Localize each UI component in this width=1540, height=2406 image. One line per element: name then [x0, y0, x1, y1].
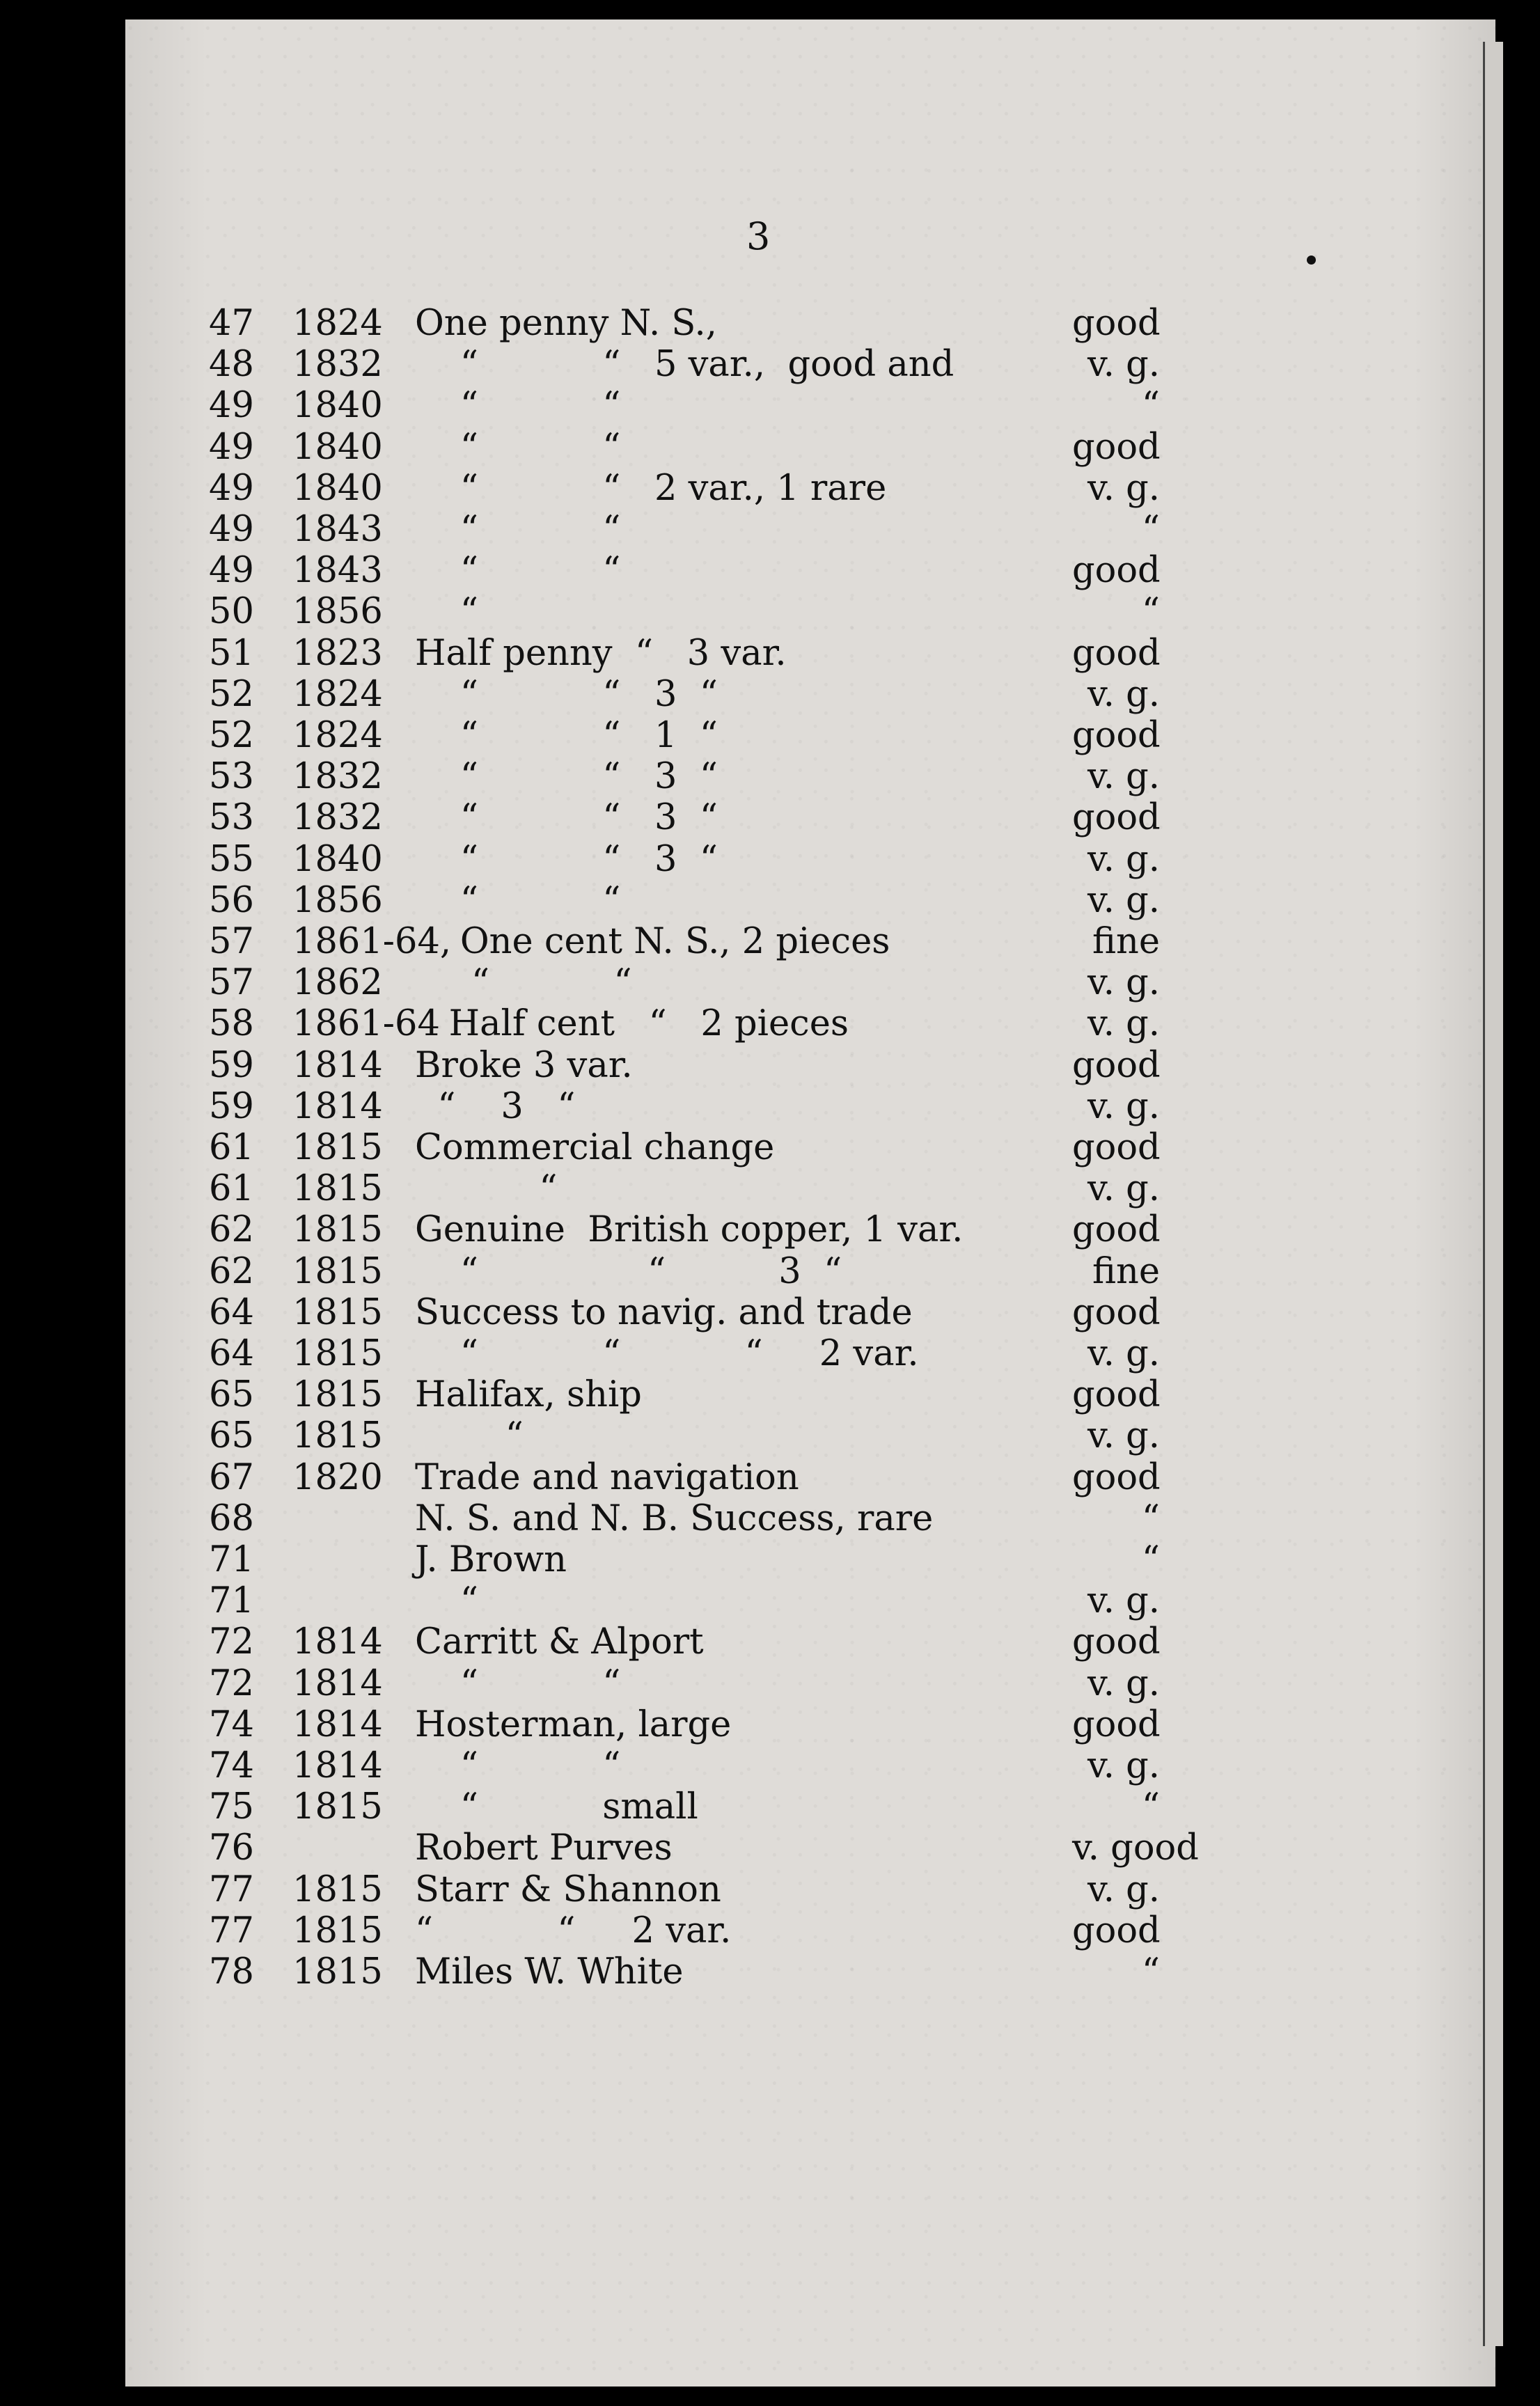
coin-year: 1815	[292, 1127, 383, 1168]
coin-condition: good	[1072, 1910, 1161, 1951]
coin-year: 1861-64,	[292, 921, 452, 962]
coin-description: “	[415, 591, 478, 633]
lot-number: 57	[209, 962, 254, 1004]
lot-number: 51	[209, 632, 254, 674]
list-item	[0, 1952, 1540, 1992]
lot-number: 61	[209, 1168, 254, 1210]
coin-description: One penny N. S.,	[415, 303, 717, 344]
list-item	[0, 1622, 1540, 1662]
list-item	[0, 1128, 1540, 1168]
list-item	[0, 1664, 1540, 1704]
coin-description: Half penny “ 3 var.	[415, 632, 787, 674]
lot-number: 49	[209, 509, 254, 550]
lot-number: 72	[209, 1621, 254, 1663]
coin-description: Broke 3 var.	[415, 1044, 633, 1086]
coin-description: “ “ “ 2 var.	[415, 1333, 919, 1374]
coin-condition: v. g.	[1087, 1869, 1160, 1910]
coin-description: “ “	[415, 550, 621, 592]
list-item	[0, 1046, 1540, 1086]
list-item	[0, 427, 1540, 468]
coin-year: 1832	[292, 797, 383, 839]
list-item	[0, 304, 1540, 344]
coin-description: Halifax, ship	[415, 1374, 642, 1416]
coin-description: “ “	[415, 879, 621, 921]
coin-condition: good	[1072, 1291, 1161, 1333]
coin-description: Robert Purves	[415, 1827, 673, 1869]
lot-number: 59	[209, 1085, 254, 1127]
coin-year: 1820	[292, 1456, 383, 1498]
coin-description: “ “ 3 “	[415, 1250, 842, 1292]
lot-number: 52	[209, 673, 254, 715]
coin-description: “ “ 5 var., good and	[415, 344, 954, 386]
list-item	[0, 1746, 1540, 1786]
coin-condition: v. g.	[1087, 344, 1160, 386]
list-item	[0, 1334, 1540, 1374]
list-item	[0, 1870, 1540, 1910]
lot-number: 49	[209, 467, 254, 509]
list-item	[0, 1828, 1540, 1869]
list-item	[0, 1458, 1540, 1498]
coin-description: Miles W. White	[415, 1951, 684, 1992]
coin-description: “ small	[415, 1786, 698, 1828]
list-item	[0, 1416, 1540, 1456]
lot-number: 53	[209, 797, 254, 839]
list-item	[0, 1293, 1540, 1333]
coin-condition: v. g.	[1087, 1662, 1160, 1704]
lot-number: 61	[209, 1127, 254, 1168]
lot-number: 48	[209, 344, 254, 386]
coin-year: 1814	[292, 1745, 383, 1786]
list-item	[0, 1169, 1540, 1209]
coin-description: Commercial change	[415, 1127, 775, 1168]
coin-condition: v. g.	[1087, 1415, 1160, 1457]
lot-number: 77	[209, 1910, 254, 1951]
coin-condition: “	[1141, 1951, 1160, 1992]
lot-number: 52	[209, 715, 254, 756]
coin-condition: good	[1072, 550, 1161, 592]
coin-description: “ “ 2 var.	[415, 1910, 732, 1951]
lot-number: 71	[209, 1580, 254, 1622]
coin-year: 1840	[292, 467, 383, 509]
coin-condition: “	[1141, 509, 1160, 550]
list-item	[0, 757, 1540, 797]
coin-condition: good	[1072, 1127, 1161, 1168]
coin-description: Starr & Shannon	[415, 1869, 721, 1910]
lot-number: 55	[209, 838, 254, 880]
coin-year: 1856	[292, 591, 383, 633]
list-item	[0, 922, 1540, 962]
coin-year: 1832	[292, 344, 383, 386]
coin-description: Hosterman, large	[415, 1704, 732, 1745]
coin-year: 1843	[292, 509, 383, 550]
lot-number: 67	[209, 1456, 254, 1498]
coin-description: One cent N. S., 2 pieces	[415, 921, 890, 962]
page-number: 3	[746, 214, 771, 258]
coin-year: 1824	[292, 673, 383, 715]
coin-condition: good	[1072, 1704, 1161, 1745]
coin-description: “ “	[415, 426, 621, 468]
coin-description: “ “ 2 var., 1 rare	[415, 467, 887, 509]
coin-year: 1815	[292, 1910, 383, 1951]
list-item	[0, 1540, 1540, 1580]
coin-condition: v. g.	[1087, 673, 1160, 715]
lot-number: 71	[209, 1539, 254, 1580]
list-item	[0, 592, 1540, 632]
coin-description: Half cent “ 2 pieces	[415, 1003, 849, 1045]
coin-description: “ “	[415, 509, 621, 550]
coin-year: 1814	[292, 1085, 383, 1127]
coin-description: “	[415, 1415, 524, 1457]
coin-condition: v. g.	[1087, 467, 1160, 509]
coin-year: 1815	[292, 1168, 383, 1210]
list-item	[0, 386, 1540, 426]
list-item	[0, 1705, 1540, 1745]
coin-year: 1824	[292, 715, 383, 756]
coin-year: 1815	[292, 1250, 383, 1292]
list-item	[0, 798, 1540, 838]
list-item	[0, 510, 1540, 550]
lot-number: 57	[209, 921, 254, 962]
lot-number: 47	[209, 303, 254, 344]
coin-condition: v. g.	[1087, 1085, 1160, 1127]
list-item	[0, 1210, 1540, 1250]
coin-year: 1862	[292, 962, 383, 1004]
lot-number: 64	[209, 1333, 254, 1374]
lot-number: 64	[209, 1291, 254, 1333]
coin-year: 1861-64	[292, 1003, 440, 1045]
lot-number: 53	[209, 756, 254, 798]
list-item	[0, 1375, 1540, 1415]
coin-description: “	[415, 1580, 478, 1622]
coin-condition: v. g.	[1087, 838, 1160, 880]
coin-condition: “	[1141, 385, 1160, 427]
coin-year: 1815	[292, 1333, 383, 1374]
coin-description: “ “ 3 “	[415, 673, 718, 715]
coin-description: N. S. and N. B. Success, rare	[415, 1497, 934, 1539]
lot-number: 74	[209, 1704, 254, 1745]
lot-number: 62	[209, 1209, 254, 1251]
list-item	[0, 345, 1540, 385]
lot-number: 68	[209, 1497, 254, 1539]
lot-number: 76	[209, 1827, 254, 1869]
coin-condition: good	[1072, 797, 1161, 839]
coin-condition: v. g.	[1087, 879, 1160, 921]
lot-number: 77	[209, 1869, 254, 1910]
list-item	[0, 840, 1540, 880]
coin-description: Success to navig. and trade	[415, 1291, 913, 1333]
lot-number: 72	[209, 1662, 254, 1704]
coin-condition: v. g.	[1087, 1333, 1160, 1374]
coin-description: Trade and navigation	[415, 1456, 799, 1498]
coin-description: “ “	[415, 962, 632, 1004]
coin-year: 1856	[292, 879, 383, 921]
coin-description: “ 3 “	[415, 1085, 576, 1127]
coin-year: 1832	[292, 756, 383, 798]
coin-year: 1815	[292, 1374, 383, 1416]
coin-year: 1815	[292, 1951, 383, 1992]
coin-year: 1840	[292, 838, 383, 880]
coin-description: J. Brown	[415, 1539, 567, 1580]
coin-description: Carritt & Alport	[415, 1621, 704, 1663]
coin-description: “ “ 3 “	[415, 756, 718, 798]
coin-condition: “	[1141, 1539, 1160, 1580]
coin-condition: v. g.	[1087, 1168, 1160, 1210]
list-item	[0, 963, 1540, 1003]
list-item	[0, 1787, 1540, 1827]
list-item	[0, 551, 1540, 591]
lot-number: 49	[209, 385, 254, 427]
lot-number: 49	[209, 426, 254, 468]
list-item	[0, 1581, 1540, 1621]
coin-condition: good	[1072, 426, 1161, 468]
coin-condition: v. g.	[1087, 1580, 1160, 1622]
list-item	[0, 716, 1540, 756]
lot-number: 49	[209, 550, 254, 592]
coin-condition: fine	[1092, 1250, 1160, 1292]
list-item	[0, 1087, 1540, 1127]
coin-year: 1840	[292, 426, 383, 468]
coin-year: 1840	[292, 385, 383, 427]
coin-description: Genuine British copper, 1 var.	[415, 1209, 964, 1251]
coin-description: “ “ 3 “	[415, 838, 718, 880]
lot-number: 62	[209, 1250, 254, 1292]
lot-number: 75	[209, 1786, 254, 1828]
coin-year: 1843	[292, 550, 383, 592]
coin-condition: good	[1072, 715, 1161, 756]
coin-year: 1823	[292, 632, 383, 674]
list-item	[0, 881, 1540, 921]
coin-condition: v. g.	[1087, 962, 1160, 1004]
coin-year: 1824	[292, 303, 383, 344]
coin-condition: good	[1072, 1621, 1161, 1663]
lot-number: 50	[209, 591, 254, 633]
coin-condition: good	[1072, 1374, 1161, 1416]
lot-number: 78	[209, 1951, 254, 1992]
lot-number: 65	[209, 1415, 254, 1457]
coin-condition: “	[1141, 591, 1160, 633]
coin-condition: fine	[1092, 921, 1160, 962]
coin-description: “	[415, 1168, 558, 1210]
coin-condition: good	[1072, 1209, 1161, 1251]
coin-year: 1815	[292, 1415, 383, 1457]
coin-year: 1814	[292, 1621, 383, 1663]
lot-number: 58	[209, 1003, 254, 1045]
lot-number: 59	[209, 1044, 254, 1086]
coin-description: “ “ 1 “	[415, 715, 718, 756]
coin-year: 1815	[292, 1209, 383, 1251]
list-item	[0, 1252, 1540, 1292]
coin-condition: good	[1072, 632, 1161, 674]
coin-description: “ “	[415, 1662, 621, 1704]
coin-year: 1814	[292, 1704, 383, 1745]
coin-year: 1815	[292, 1869, 383, 1910]
coin-condition: “	[1141, 1497, 1160, 1539]
coin-description: “ “	[415, 385, 621, 427]
list-item	[0, 634, 1540, 674]
list-item	[0, 469, 1540, 509]
lot-number: 65	[209, 1374, 254, 1416]
list-item	[0, 1004, 1540, 1044]
coin-condition: good	[1072, 303, 1161, 344]
coin-condition: good	[1072, 1044, 1161, 1086]
list-item	[0, 675, 1540, 715]
coin-condition: v. good	[1072, 1827, 1199, 1869]
coin-year: 1814	[292, 1044, 383, 1086]
coin-description: “ “ 3 “	[415, 797, 718, 839]
list-item	[0, 1911, 1540, 1951]
lot-number: 74	[209, 1745, 254, 1786]
coin-description: “ “	[415, 1745, 621, 1786]
coin-year: 1815	[292, 1291, 383, 1333]
coin-condition: v. g.	[1087, 1745, 1160, 1786]
coin-condition: v. g.	[1087, 756, 1160, 798]
coin-condition: good	[1072, 1456, 1161, 1498]
list-item	[0, 1499, 1540, 1539]
coin-condition: v. g.	[1087, 1003, 1160, 1045]
lot-number: 56	[209, 879, 254, 921]
coin-year: 1815	[292, 1786, 383, 1828]
coin-year: 1814	[292, 1662, 383, 1704]
coin-condition: “	[1141, 1786, 1160, 1828]
